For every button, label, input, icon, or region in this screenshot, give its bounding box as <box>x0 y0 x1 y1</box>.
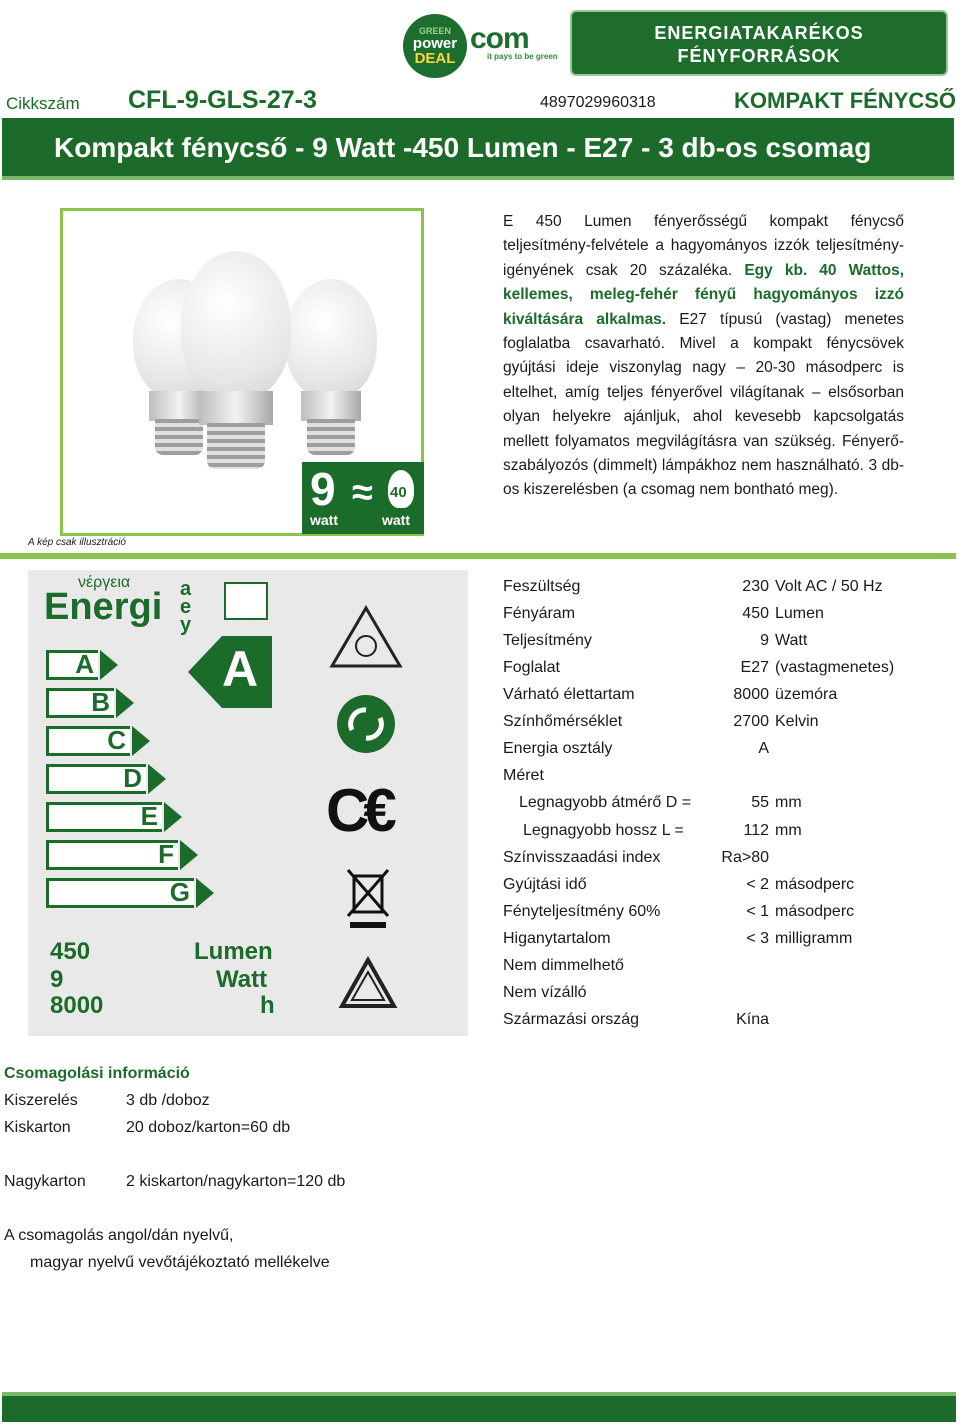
label-hours-unit: h <box>260 992 275 1019</box>
bulb-center <box>181 251 291 401</box>
energy-class-f-arrow: F <box>46 840 178 870</box>
spec-label: Legnagyobb hossz L = <box>523 822 684 839</box>
banner-line1: ENERGIATAKARÉKOS <box>654 23 864 43</box>
logo-power-text: power <box>412 35 458 52</box>
spec-label: Nem vízálló <box>503 984 587 1001</box>
energy-label-greek: νέργεια <box>78 574 131 591</box>
bulb-right-neck <box>301 391 361 421</box>
spec-label: Teljesítmény <box>503 632 592 649</box>
weee-bin-icon <box>346 868 390 930</box>
spec-label: Színhőmérséklet <box>503 713 623 730</box>
label-watt-value: 9 <box>50 966 64 993</box>
badge-watt-unit: watt <box>310 512 338 528</box>
watt-equivalence-badge <box>302 462 424 534</box>
label-hours-value: 8000 <box>50 992 104 1019</box>
green-dot-icon <box>334 692 398 756</box>
spec-value: 112 <box>743 822 769 839</box>
badge-watt-value: 9 <box>310 463 336 515</box>
greenpowerdeal-logo <box>403 14 467 78</box>
bulb-center-neck <box>199 391 273 425</box>
badge-equiv-value: 40 <box>390 484 407 501</box>
logo-green-text: GREEN <box>418 26 451 36</box>
recycle-icon <box>336 954 400 1014</box>
spec-unit: Watt <box>775 632 808 649</box>
section-divider <box>0 553 956 559</box>
energy-label-image <box>28 570 468 1036</box>
spec-value: Kína <box>736 1011 769 1028</box>
packaging-row-label: Kiszerelés <box>4 1092 78 1109</box>
energy-label-side-letters: aey <box>180 578 192 636</box>
energy-class-d-arrow: D <box>46 764 146 794</box>
spec-value: E27 <box>740 659 769 676</box>
spec-value: Ra>80 <box>721 849 769 866</box>
bulb-left-base <box>155 419 203 455</box>
bulb-right <box>285 279 377 399</box>
spec-unit: milligramm <box>775 930 853 947</box>
spec-value: 9 <box>760 632 769 649</box>
mercury-warning-icon <box>328 604 404 670</box>
product-description <box>503 210 904 503</box>
spec-label: Gyújtási idő <box>503 876 587 893</box>
badge-approx: ≈ <box>352 472 373 514</box>
energy-class-value: A <box>222 641 259 697</box>
spec-label: Színvisszaadási index <box>503 849 661 866</box>
packaging-heading: Csomagolási információ <box>4 1065 190 1082</box>
spec-label: Higanytartalom <box>503 930 611 947</box>
spec-unit: mm <box>775 794 802 811</box>
spec-value: 2700 <box>733 713 769 730</box>
logo-deal-text: DEAL <box>414 50 456 67</box>
description-highlight: Egy kb. 40 Wattos, kellemes, meleg-fehér fényű hagyományos izzó kiváltására alkalmas. <box>503 261 905 328</box>
spec-label: Fényteljesítmény 60% <box>503 903 661 920</box>
header-banner <box>570 10 948 76</box>
spec-value: < 3 <box>746 930 769 947</box>
packaging-note-line1: A csomagolás angol/dán nyelvű, <box>4 1227 234 1244</box>
footer-bar <box>2 1392 956 1422</box>
spec-label: Nem dimmelhető <box>503 957 624 974</box>
spec-value: 8000 <box>733 686 769 703</box>
packaging-row-label: Kiskarton <box>4 1119 71 1136</box>
spec-unit: (vastagmenetes) <box>775 659 895 676</box>
spec-unit: üzemóra <box>775 686 838 703</box>
energy-class-a-arrow: A <box>46 650 98 680</box>
ean-code: 4897029960318 <box>540 94 656 111</box>
spec-unit: mm <box>775 822 802 839</box>
spec-value: < 1 <box>746 903 769 920</box>
energy-class-e-arrow: E <box>46 802 162 832</box>
spec-unit: Kelvin <box>775 713 819 730</box>
spec-label: Várható élettartam <box>503 686 635 703</box>
energy-label-energie: Energi <box>44 586 163 628</box>
spec-unit: másodperc <box>775 876 855 893</box>
spec-label: Legnagyobb átmérő D = <box>519 794 692 811</box>
cikkszam-value: CFL-9-GLS-27-3 <box>128 86 317 114</box>
cikkszam-label: Cikkszám <box>6 94 80 113</box>
label-watt-unit: Watt <box>216 966 268 993</box>
bulb-center-base <box>207 423 265 469</box>
packaging-row-label: Nagykarton <box>4 1173 86 1190</box>
logo-tagline: it pays to be green <box>487 52 558 61</box>
logo-com-text: com <box>470 22 529 55</box>
spec-value: < 2 <box>746 876 769 893</box>
bulb-right-base <box>307 419 355 455</box>
label-lumen-value: 450 <box>50 938 91 965</box>
energy-class-b-arrow: B <box>46 688 114 718</box>
packaging-row-value: 3 db /doboz <box>126 1092 210 1109</box>
page-title: Kompakt fénycső - 9 Watt -450 Lumen - E27 - 3 db-os csomag <box>54 132 872 163</box>
description-details: E27 típusú (vastag) menetes foglalatba csavarható. Mivel a kompakt fénycsövek gyújtási ideje viszonylag nagy – 20-30 másodperc is eltelhet, amíg teljes fényerővel világítanak – elsősorban olyan helyekre ajánljuk, ahol kevesebb kapcsolgatás mellett folyamatos megvilágításra van szükség. Fényerő-szabályozós (dimmelt) lámpákhoz nem használható. 3 db-os kiszerelésben (a csomag nem bontható meg). <box>503 310 905 499</box>
energy-class-c-arrow: C <box>46 726 130 756</box>
ce-mark-icon: C€ <box>326 777 391 844</box>
spec-unit: másodperc <box>775 903 855 920</box>
packaging-note-line2: magyar nyelvű vevőtájékoztató mellékelve <box>30 1254 330 1271</box>
spec-unit: Volt AC / 50 Hz <box>775 578 883 595</box>
badge-equiv-unit: watt <box>382 512 410 528</box>
spec-unit: Lumen <box>775 605 824 622</box>
description-intro: E 450 Lumen fényerősségű kompakt fénycső teljesítmény-felvétele a hagyományos izzók teljesítmény-igényének csak 20 százaléka. <box>503 213 904 279</box>
spec-value: 450 <box>742 605 769 622</box>
spec-label: Fényáram <box>503 605 576 622</box>
category-label: KOMPAKT FÉNYCSŐ <box>734 88 957 113</box>
spec-label: Méret <box>503 767 544 784</box>
illustration-note: A kép csak illusztráció <box>28 537 126 548</box>
eu-flag-icon <box>224 582 268 620</box>
spec-label: Foglalat <box>503 659 560 676</box>
banner-line2: FÉNYFORRÁSOK <box>677 46 841 66</box>
spec-label: Származási ország <box>503 1011 640 1028</box>
spec-value: 55 <box>751 794 769 811</box>
spec-label: Energia osztály <box>503 740 613 757</box>
packaging-row-value: 20 doboz/karton=60 db <box>126 1119 291 1136</box>
spec-label: Feszültség <box>503 578 581 595</box>
spec-value: 230 <box>742 578 769 595</box>
energy-class-g-arrow: G <box>46 878 194 908</box>
spec-value: A <box>758 740 769 757</box>
packaging-row-value: 2 kiskarton/nagykarton=120 db <box>126 1173 346 1190</box>
label-lumen-unit: Lumen <box>194 938 273 965</box>
energy-class-indicator <box>188 636 222 708</box>
